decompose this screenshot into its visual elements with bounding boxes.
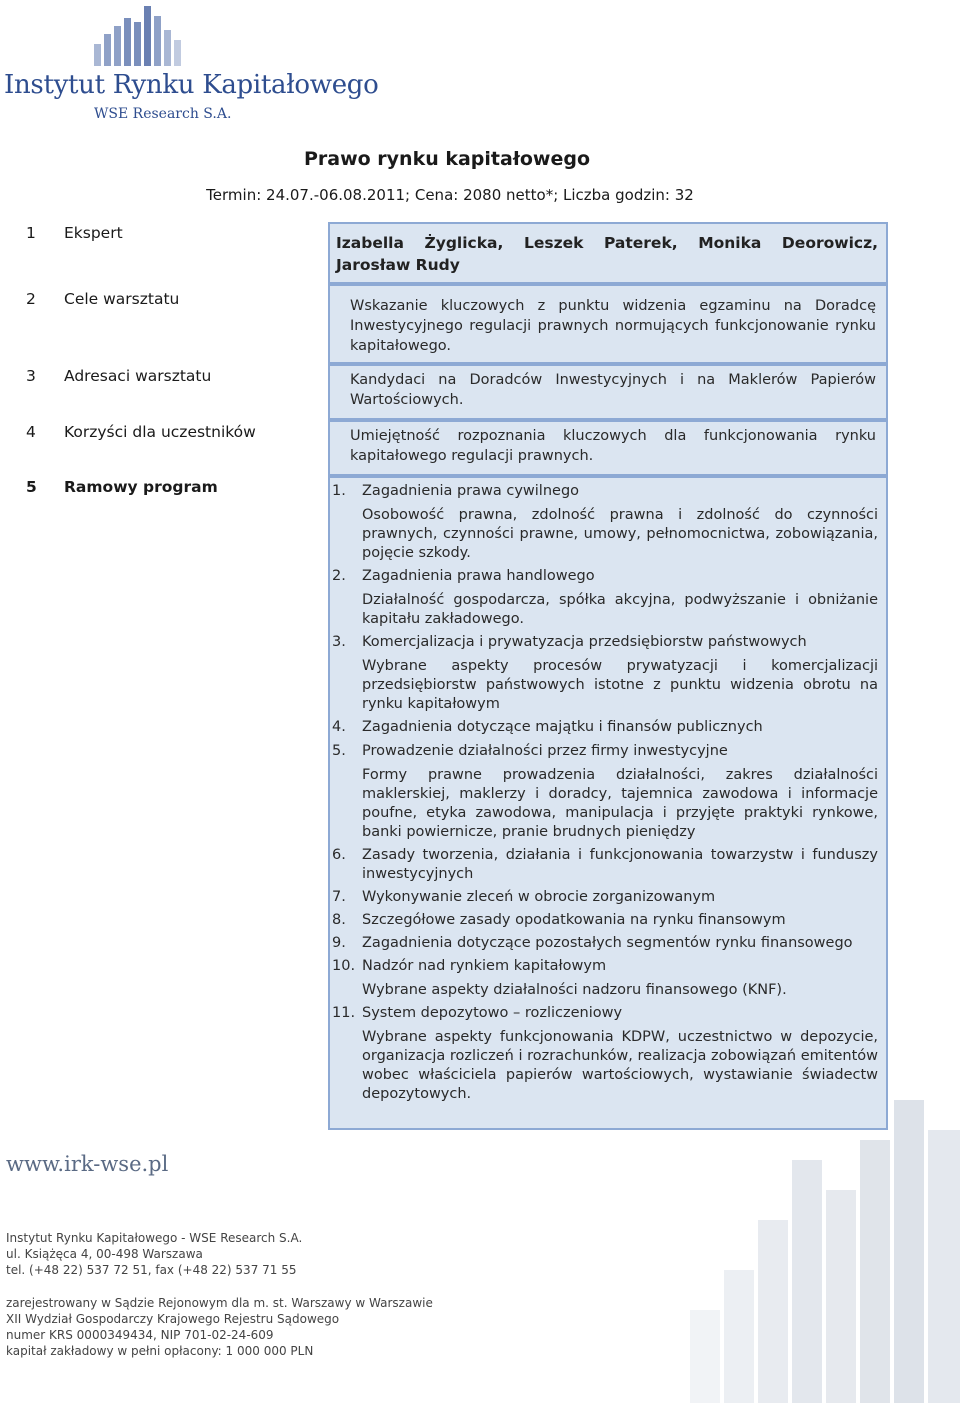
benefits-text: Umiejętność rozpoznania kluczowych dla funkcjonowania rynku kapitałowego regulacji prawnych. [350, 428, 876, 464]
program-item: 2. Zagadnienia prawa handlowego Działalność gospodarcza, spółka akcyjna, podwyższanie i obniżanie kapitału zakładowego. [332, 568, 878, 627]
goals-text: Wskazanie kluczowych z punktu widzenia egzaminu na Doradcę Inwestycyjnego regulacji prawnych normujących funkcjonowanie rynku kapitałowego. [350, 298, 876, 354]
row-label-program: 5 Ramowy program [26, 478, 218, 496]
address-line: ul. Książęca 4, 00-498 Warszawa [6, 1247, 203, 1261]
row-label-benefits: 4 Korzyści dla uczestników [26, 423, 256, 441]
registry-line: zarejestrowany w Sądzie Rejonowym dla m. st. Warszawy w Warszawie [6, 1296, 433, 1310]
program-item: 7. Wykonywanie zleceń w obrocie zorganizowanym [332, 889, 716, 905]
program-item: 5. Prowadzenie działalności przez firmy inwestycyjne Formy prawne prowadzenia działalności, zakres działalności maklerskiej, maklerzy i doradcy, tajemnica zawodowa i informacje poufne, etyka zawodowa, manipulacja i przyjęte praktyki rynkowe, banki powiernicze, pranie brudnych pieniędzy [332, 743, 878, 840]
program-item: 9. Zagadnienia dotyczące pozostałych segmentów rynku finansowego [332, 935, 853, 951]
website-link[interactable]: www.irk-wse.pl [6, 1152, 169, 1176]
program-cell [328, 476, 888, 1130]
logo-subtitle: WSE Research S.A. [94, 106, 232, 122]
expert-names: Izabella Żyglicka, Leszek Paterek, Monika Deorowicz, Jarosław Rudy [336, 234, 878, 274]
logo [0, 0, 379, 130]
page-title: Prawo rynku kapitałowego [303, 148, 591, 170]
registry-line: XII Wydział Gospodarczy Krajowego Rejestru Sądowego [6, 1312, 340, 1326]
course-term: Termin: 24.07.-06.08.2011; Cena: 2080 netto*; Liczba godzin: 32 [206, 186, 694, 204]
audience-cell [328, 364, 888, 420]
program-item: 10. Nadzór nad rynkiem kapitałowym Wybrane aspekty działalności nadzoru finansowego (KNF). [332, 958, 787, 998]
program-item: 8. Szczegółowe zasady opodatkowania na rynku finansowym [332, 912, 786, 928]
row-label-audience: 3 Adresaci warsztatu [26, 367, 212, 385]
logo-title: Instytut Rynku Kapitałowego [4, 70, 379, 100]
row-label-expert: 1 Ekspert [26, 224, 123, 242]
program-list [330, 478, 886, 1104]
decorative-bars-icon [690, 1100, 960, 1403]
program-item: 4. Zagadnienia dotyczące majątku i finansów publicznych [332, 719, 763, 735]
goals-cell [328, 284, 888, 364]
program-item: 6. Zasady tworzenia, działania i funkcjonowania towarzystw i funduszy inwestycyjnych [332, 847, 878, 882]
program-item: 11. System depozytowo – rozliczeniowy Wybrane aspekty funkcjonowania KDPW, uczestnictwo w depozycie, organizacja rozliczeń i rozrachunków, realizacja zobowiązań emitentów wobec właściciela papierów wartościowych, wystawianie świadectw depozytowych. [332, 1005, 878, 1102]
program-item: 1. Zagadnienia prawa cywilnego Osobowość prawna, zdolność prawna i zdolność do czynności prawnych, czynności prawne, umowy, pełnomocnictwa, zobowiązania, pojęcie szkody. [332, 483, 878, 561]
program-item: 3. Komercjalizacja i prywatyzacja przedsiębiorstw państwowych Wybrane aspekty procesów prywatyzacji i komercjalizacji przedsiębiorstw państwowych istotne z punktu widzenia obrotu na rynku kapitałowym [332, 634, 878, 712]
address-line: tel. (+48 22) 537 72 51, fax (+48 22) 537 71 55 [6, 1263, 297, 1277]
benefits-cell [328, 420, 888, 476]
audience-text: Kandydaci na Doradców Inwestycyjnych i na Maklerów Papierów Wartościowych. [350, 372, 876, 408]
registry-line: kapitał zakładowy w pełni opłacony: 1 000 000 PLN [6, 1344, 314, 1358]
registry-line: numer KRS 0000349434, NIP 701-02-24-609 [6, 1328, 274, 1342]
address-line: Instytut Rynku Kapitałowego - WSE Research S.A. [6, 1231, 303, 1245]
row-label-goals: 2 Cele warsztatu [26, 290, 180, 308]
building-bars-icon [92, 4, 182, 66]
expert-cell [328, 222, 888, 284]
